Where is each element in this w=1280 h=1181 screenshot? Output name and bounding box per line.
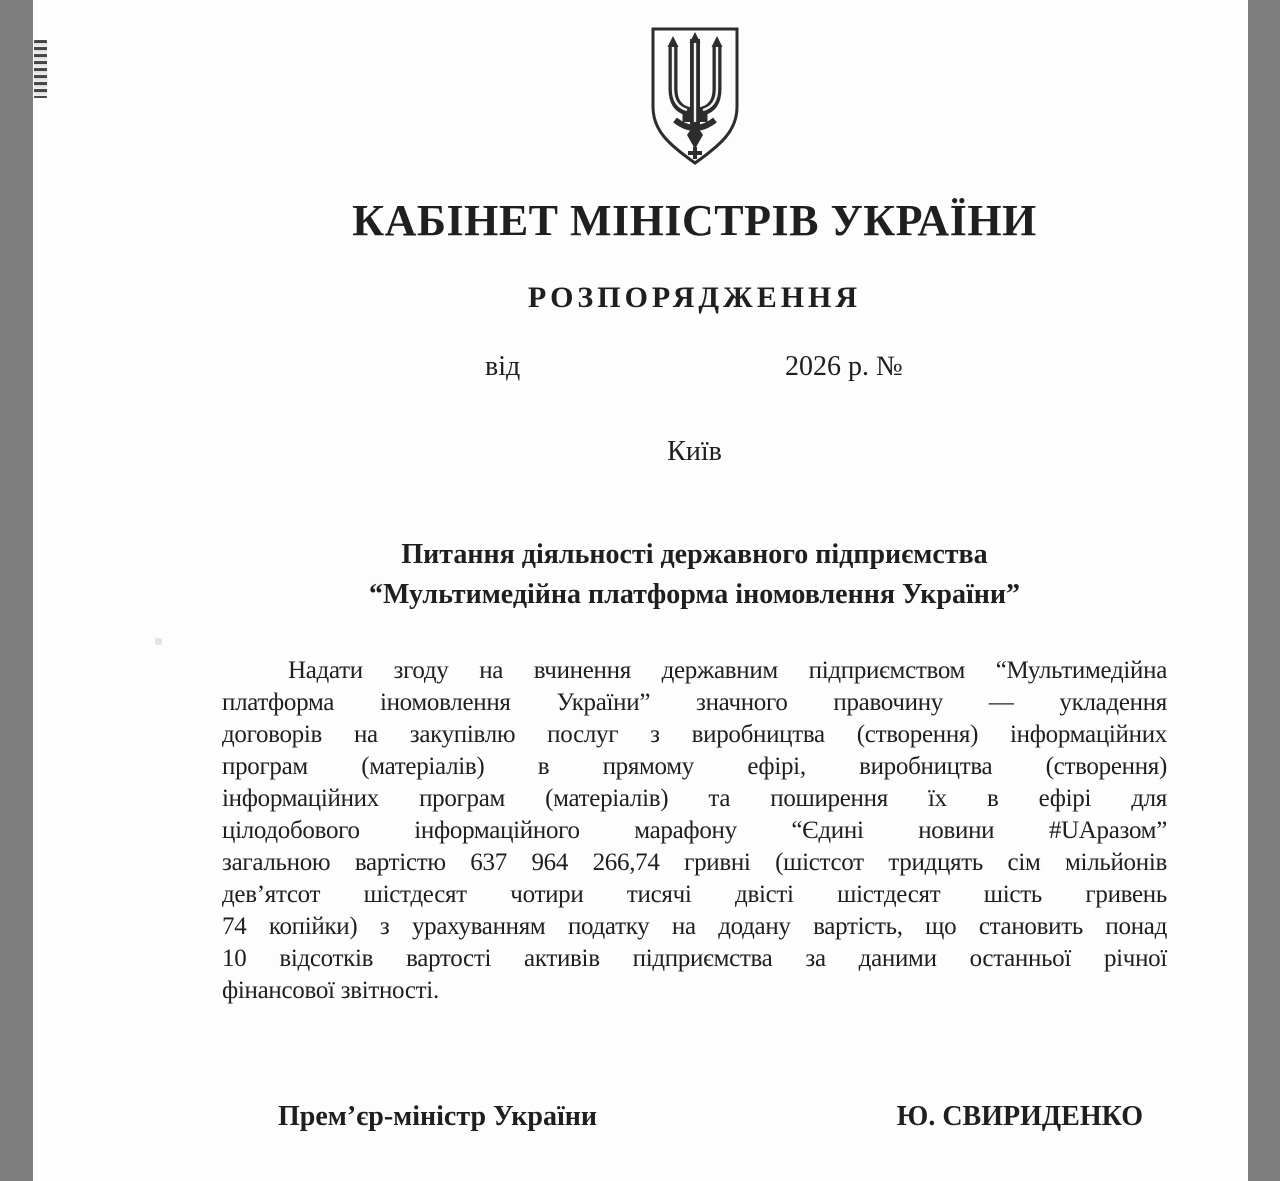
body-line: 10 відсотків вартості активів підприємства за даними останньої річної [222,945,1167,972]
signature-role: Прем’єр-міністр України [278,1101,598,1132]
body-line: договорів на закупівлю послуг з виробництва (створення) інформаційних [222,721,1167,748]
document-title [222,535,1167,615]
signature-row [222,1101,1167,1133]
body-line: цілодобового інформаційного марафону “Єдині новини #UAразом” [222,817,1167,844]
binding-scan-marks [34,40,47,98]
body-line: інформаційних програм (матеріалів) та поширення їх в ефірі для [222,785,1167,812]
scan-speck [155,638,162,645]
date-from-label: від [485,351,521,382]
date-year-number: 2026 р. № [785,351,903,382]
signature-name: Ю. СВИРИДЕНКО [896,1101,1143,1132]
emblem-container [222,25,1167,167]
body-line: фінансової звітності. [222,977,439,1004]
document-paper [33,0,1248,1181]
date-row [222,351,1167,387]
document-content [222,0,1167,1133]
body-line: Надати згоду на вчинення державним підприємством “Мультимедійна [288,657,1167,684]
body-line: дев’ятсот шістдесят чотири тисячі двісті шістдесят шість гривень [222,881,1167,908]
body-line: програм (матеріалів) в прямому ефірі, виробництва (створення) [222,753,1167,780]
body-line: загальною вартістю 637 964 266,74 гривні (шістсот тридцять сім мільйонів [222,849,1167,876]
document-title-line1: Питання діяльності державного підприємства [401,539,988,570]
org-name: КАБІНЕТ МІНІСТРІВ УКРАЇНИ [352,196,1037,245]
city-label: Київ [667,436,722,467]
doc-type-heading: РОЗПОРЯДЖЕННЯ [527,281,862,314]
body-line: платформа іномовлення України” значного правочину — укладення [222,689,1167,716]
document-body [222,655,1167,1007]
document-title-line2: “Мультимедійна платформа іномовлення України” [369,579,1020,610]
body-line: 74 копійки) з урахуванням податку на додану вартість, що становить понад [222,913,1167,940]
ukraine-trident-emblem [647,25,743,167]
